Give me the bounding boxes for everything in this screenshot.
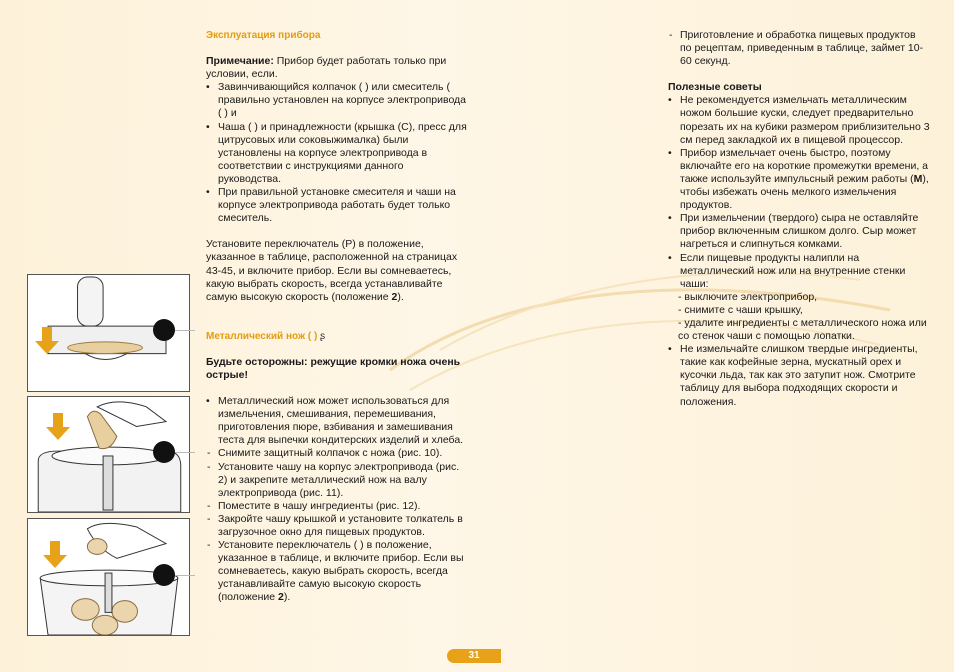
note-paragraph: Примечание: Прибор будет работать только при условии, если.: [206, 55, 447, 81]
list-item: • При правильной установке смесителя и чаши на корпусе электропривода работать будет только смеситель.: [206, 186, 468, 225]
list-item: - Установите переключатель ( ) в положение, указанное в таблице, и включите прибор. Если вы сомневаетесь, какую выбрать скорость, всегда устанавливайте самую высокую скорость (положение 2).: [206, 539, 468, 604]
section-title-operation: Эксплуатация прибора: [206, 30, 321, 41]
right-column: [668, 29, 930, 409]
list-item: • Металлический нож может использоваться для измельчения, смешивания, перемешивания, приготовления пюре, взбивания и замешивания теста для выпечки кондитерских изделий и хлеба.: [206, 395, 468, 447]
list-item: • Завинчивающийся колпачок ( ) или смеситель ( правильно установлен на корпусе электропривода ( ) и: [206, 81, 468, 120]
down-arrow-icon: [34, 327, 60, 355]
switch-paragraph: Установите переключатель (P) в положение, указанное в таблице, расположенной на страницах 43-45, и включите прибор. Если вы сомневаетесь, какую выбрать скорость, всегда устанавливайте самую высокую скорость (положение 2).: [206, 238, 458, 303]
list-item: • При измельчении (твердого) сыра не оставляйте прибор включенным слишком долго. Сыр может нагреться и слипнуться комками.: [668, 212, 930, 251]
list-item: - выключите электроприбор,: [678, 290, 818, 303]
marker-line: [175, 452, 195, 453]
list-item: • Чаша ( ) и принадлежности (крышка (С), пресс для цитрусовых или соковыжималка) были установлены на корпусе электропривода в соответствии с инструкциями данного руководства.: [206, 121, 468, 186]
knife-warning: Будьте осторожны: режущие кромки ножа очень острые!: [206, 355, 461, 381]
left-column: [206, 29, 468, 605]
figure-marker-11: [153, 441, 175, 463]
list-item: - снимите с чаши крышку,: [678, 303, 803, 316]
page-number: 31: [447, 649, 501, 663]
list-item: • Если пищевые продукты налипли на металлический нож или на внутренние стенки чаши:: [668, 252, 930, 291]
knife-icon: ʂ: [320, 330, 326, 342]
list-item: - Приготовление и обработка пищевых продуктов по рецептам, приведенным в таблице, займет 10-60 секунд.: [668, 29, 930, 68]
list-item: - удалите ингредиенты с металлического ножа или со стенок чаши с помощью лопатки.: [678, 316, 927, 343]
list-item: • Прибор измельчает очень быстро, поэтому включайте его на короткие промежутки времени, а также используйте импульсный режим работы (M), чтобы избежать очень мелкого измельчения продуктов.: [668, 147, 930, 212]
marker-line: [175, 575, 195, 576]
list-item: - Поместите в чашу ингредиенты (рис. 12).: [206, 500, 468, 513]
figure-marker-10: [153, 319, 175, 341]
list-item: • Не измельчайте слишком твердые ингредиенты, такие как кофейные зерна, мускатный орех и кусочки льда, так как это затупит нож. Смотрите таблицу для выбора подходящих скорости и положения.: [668, 343, 930, 408]
figure-marker-12: [153, 564, 175, 586]
tips-title: Полезные советы: [668, 81, 762, 94]
down-arrow-icon: [45, 413, 71, 441]
down-arrow-icon: [42, 541, 68, 569]
list-item: • Не рекомендуется измельчать металлическим ножом большие куски, следует предварительно порезать их на кубики размером приблизительно 3 см перед закладкой их в пищевой процессор.: [668, 94, 930, 146]
section-title-metal-knife: Металлический нож ( ) ʂ: [206, 330, 326, 342]
list-item: - Установите чашу на корпус электропривода (рис. 2) и закрепите металлический нож на валу электропривода (рис. 11).: [206, 461, 468, 500]
list-item: - Закройте чашу крышкой и установите толкатель в загрузочное окно для пищевых продуктов.: [206, 513, 468, 539]
list-item: - Снимите защитный колпачок с ножа (рис. 10).: [206, 447, 468, 460]
marker-line: [175, 330, 195, 331]
